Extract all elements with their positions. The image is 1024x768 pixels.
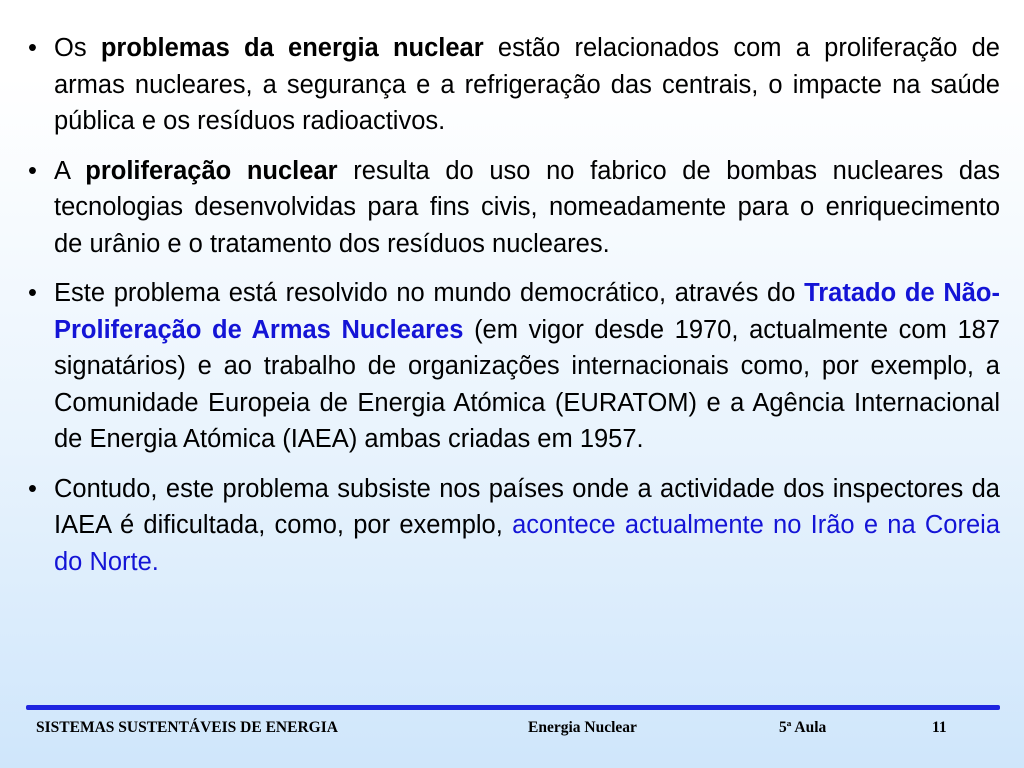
footer-topic: Energia Nuclear [528, 719, 637, 736]
bullet-item [28, 30, 1000, 140]
bullet-item [28, 275, 1000, 458]
slide-footer [0, 719, 1024, 743]
slide-content [28, 30, 1000, 593]
bullet-text: (em vigor desde 1970, actualmente com 187 signatários) e ao trabalho de organizações internacionais como, por exemplo, a Comunidade Europeia de Energia Atómica (EURATOM) e a Agência Internacional de Energia Atómica (IAEA) ambas criadas em 1957. [54, 315, 1001, 453]
bullet-text: resulta do uso no fabrico de bombas nucleares das tecnologias desenvolvidas para fins civis, nomeadamente para o enriquecimento de urânio e o tratamento dos resíduos nucleares. [54, 156, 1000, 258]
footer-divider [26, 705, 1000, 710]
page-number: 11 [932, 719, 947, 736]
bullet-dot: • [28, 279, 37, 307]
bullet-text: Este problema está resolvido no mundo democrático, através do [54, 279, 796, 307]
bullet-dot: • [28, 34, 37, 62]
highlighted-text: acontece actualmente no Irão e na Coreia do Norte. [54, 511, 1001, 576]
bullet-text: Os [54, 34, 87, 62]
bullet-dot: • [28, 156, 37, 185]
bullet-text: A [54, 156, 70, 185]
bullet-dot: • [28, 474, 37, 503]
bullet-item [28, 153, 1000, 263]
footer-course: SISTEMAS SUSTENTÁVEIS DE ENERGIA [36, 719, 338, 736]
bullet-emphasis: proliferação nuclear [85, 156, 338, 185]
footer-lesson: 5ª Aula [779, 719, 827, 736]
bullet-item [28, 471, 1000, 581]
bullet-emphasis: problemas da energia nuclear [100, 34, 484, 62]
treaty-name: Tratado de Não-Proliferação de Armas Nucleares [54, 279, 1000, 344]
bullet-text: Contudo, este problema subsiste nos países onde a actividade dos inspectores da IAEA é dificultada, como, por exemplo, [54, 474, 1000, 539]
bullet-text: estão relacionados com a proliferação de armas nucleares, a segurança e a refrigeração das centrais, o impacte na saúde pública e os resíduos radioactivos. [54, 34, 1000, 135]
